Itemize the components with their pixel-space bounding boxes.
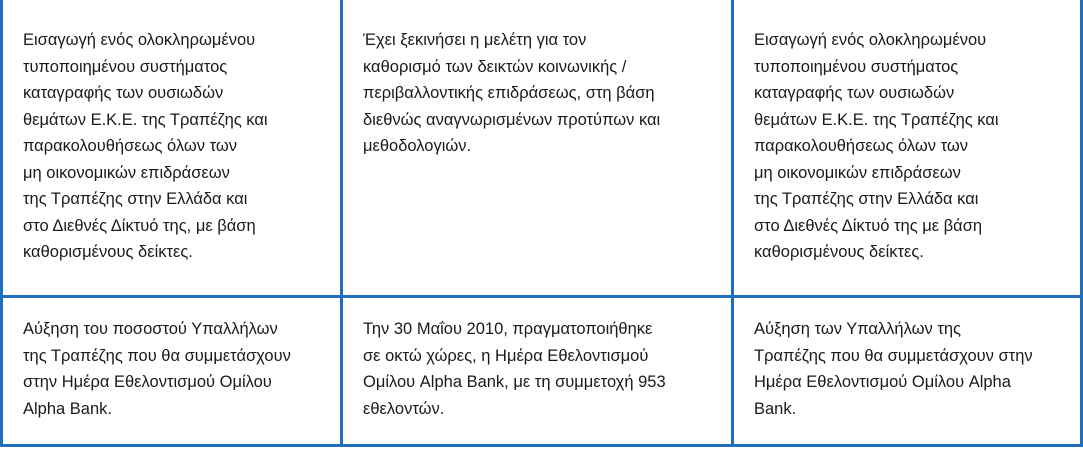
table-cell: Εισαγωγή ενός ολοκληρωμένου τυποποιημένου συστήματος καταγραφής των ουσιωδών θεμάτων Ε.Κ.Ε. της Τραπέζης και παρακολουθήσεως όλων των μη οικονομικών επιδράσεων της Τραπέζης στην Ελλάδα και στο Διεθνές Δίκτυό της, με βάση καθορισμένους δείκτες.	[3, 0, 343, 298]
table-cell: Εισαγωγή ενός ολοκληρωμένου τυποποιημένου συστήματος καταγραφής των ουσιωδών θεμάτων Ε.Κ.Ε. της Τραπέζης και παρακολουθήσεως όλων των μη οικονομικών επιδράσεων της Τραπέζης στην Ελλάδα και στο Διεθνές Δίκτυό της με βάση καθορισμένους δείκτες.	[734, 0, 1080, 298]
table-cell: Αύξηση του ποσοστού Υπαλλήλων της Τραπέζης που θα συμμετάσχουν στην Ημέρα Εθελοντισμού Ομίλου Alpha Bank.	[3, 298, 343, 444]
table-cell: Αύξηση των Υπαλλήλων της Τραπέζης που θα συμμετάσχουν στην Ημέρα Εθελοντισμού Ομίλου Alpha Bank.	[754, 320, 1033, 418]
table-cell: Την 30 Μαΐου 2010, πραγματοποιήθηκε σε οκτώ χώρες, η Ημέρα Εθελοντισμού Ομίλου Alpha Bank, με τη συμμετοχή 953 εθελοντών.	[343, 298, 734, 444]
table-cell: Έχει ξεκινήσει η μελέτη για τον καθορισμό των δεικτών κοινωνικής / περιβαλλοντικής επιδράσεως, στη βάση διεθνώς αναγνωρισμένων προτύπων και μεθοδολογιών.	[343, 0, 734, 298]
